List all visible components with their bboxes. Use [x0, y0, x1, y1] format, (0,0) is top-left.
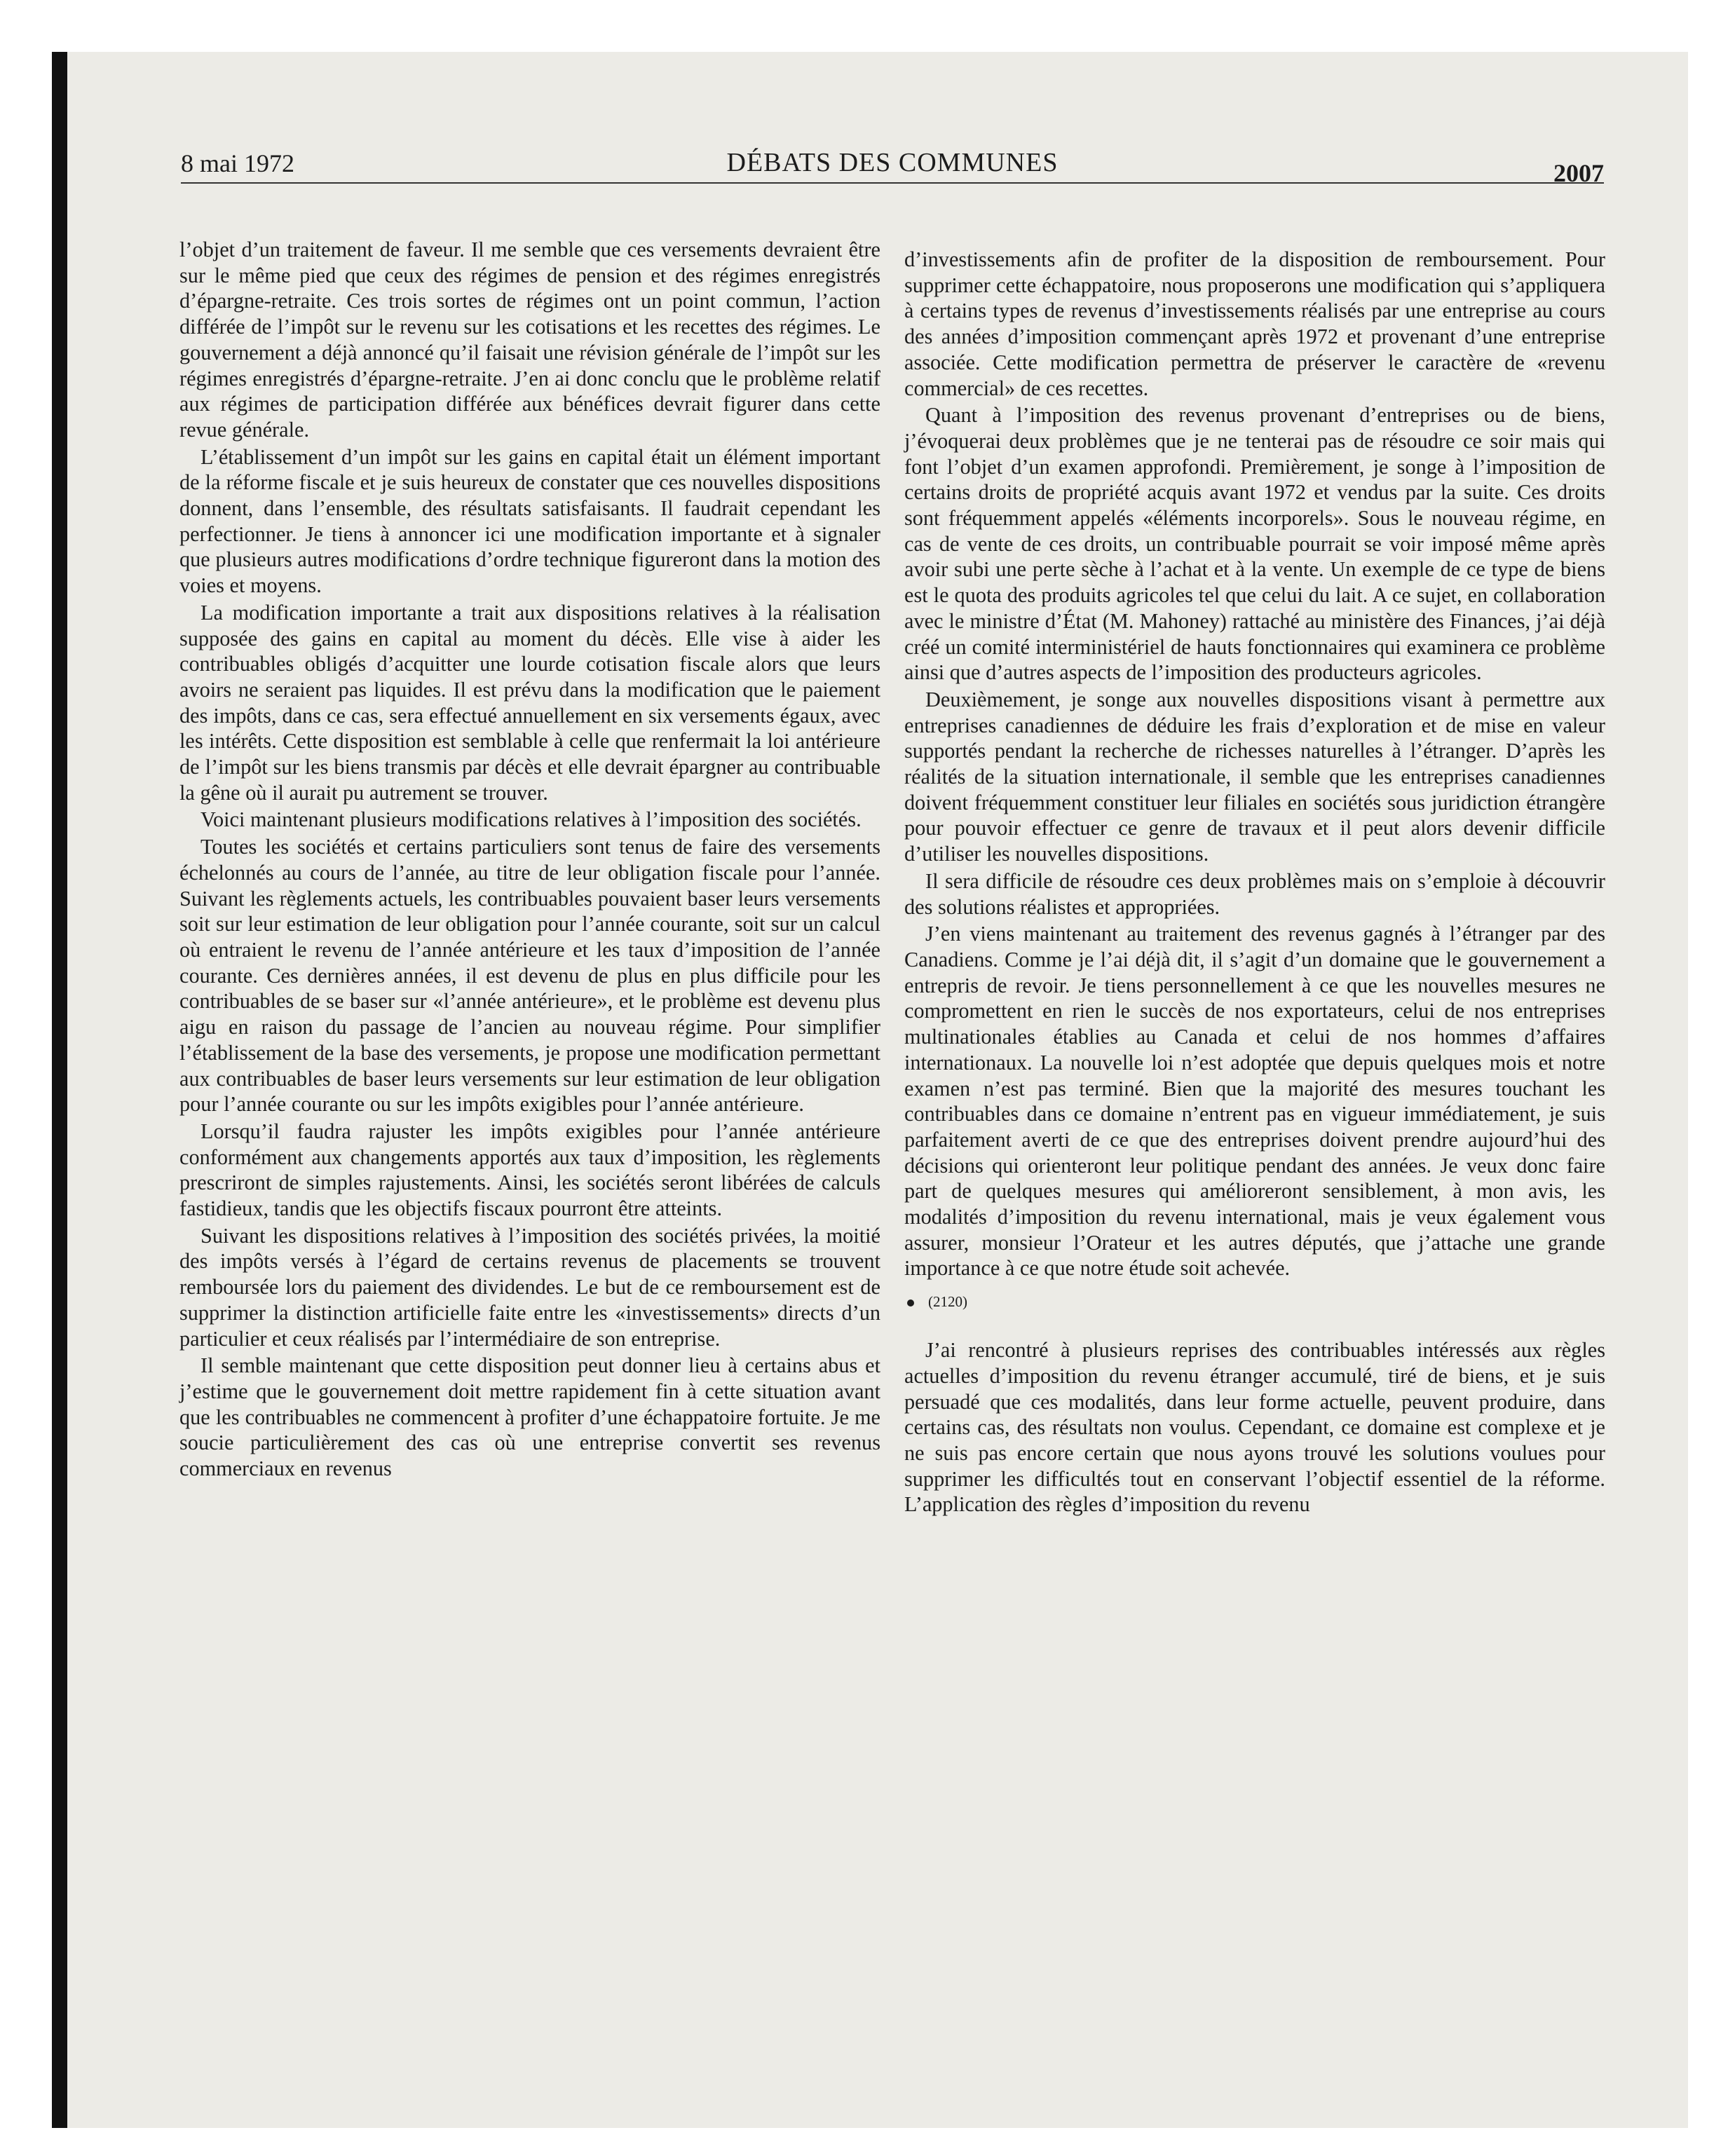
paragraph: Toutes les sociétés et certains particuliers sont tenus de faire des versements échelonnés au cours de l’année, au titre de leur obligation fiscale pour l’année. Suivant les règlements actuels, les contribuables pouvaient baser leurs versements soit sur leur estimation de leur obligation pour l’année courante, soit sur un calcul où entraient le revenu de l’année antérieure et les taux d’imposition de l’année courante. Ces dernières années, il est devenu de plus en plus difficile pour les contribuables de se baser sur «l’année antérieure», et le problème est devenu plus aigu en raison du passage de l’ancien au nouveau régime. Pour simplifier l’établissement de la base des versements, je propose une modification permettant aux contribuables de baser leurs versements sur leur estimation de leur obligation pour l’année courante ou sur les impôts exigibles pour l’année antérieure. — [179, 835, 880, 1117]
time-marker — [907, 1291, 1605, 1312]
paragraph: Lorsqu’il faudra rajuster les impôts exigibles pour l’année antérieure conformément aux changements apportés aux taux d’imposition, les règlements prescriront de simples rajustements. Ainsi, les sociétés seront libérées de calculs fastidieux, tandis que les objectifs fiscaux pourront être atteints. — [179, 1119, 880, 1221]
paragraph: Suivant les dispositions relatives à l’imposition des sociétés privées, la moitié des impôts versés à l’égard de certains revenus de placements se trouvent remboursée lors du paiement des dividendes. Le but de ce remboursement est de supprimer la distinction artificielle faite entre les «investissements» directs d’un particulier et ceux réalisés par l’intermédiaire de son entreprise. — [179, 1223, 880, 1351]
page-number: 2007 — [1553, 159, 1604, 187]
paragraph: La modification importante a trait aux dispositions relatives à la réalisation supposée des gains en capital au moment du décès. Elle vise à aider les contribuables obligés d’acquitter une lourde cotisation fiscale alors que leurs avoirs ne seraient pas liquides. Il est prévu dans la modification que le paiement des impôts, dans ce cas, sera effectué annuellement en six versements égaux, avec les intérêts. Cette disposition est semblable à celle que renfermait la loi antérieure de l’impôt sur les biens transmis par décès et elle devrait épargner au contribuable la gêne où il aurait pu autrement se trouver. — [179, 600, 880, 805]
paragraph: J’en viens maintenant au traitement des revenus gagnés à l’étranger par des Canadiens. Comme je l’ai déjà dit, il s’agit d’un domaine que le gouvernement a entrepris de revoir. Je tiens personnellement à ce que les nouvelles mesures ne compromettent en rien le succès de nos exportateurs, celui de nos entreprises multinationales établies au Canada et celui de nos hommes d’affaires internationaux. La nouvelle loi n’est adoptée que depuis quelques mois et notre examen n’est pas terminé. Bien que la majorité des mesures touchant les contribuables dans ce domaine n’entrent pas en vigueur immédiatement, je suis parfaitement averti de ce que des entreprises doivent prendre aujourd’hui des décisions qui orienteront leur politique pendant des années. Je veux donc faire part de quelques mesures qui amélioreront sensiblement, à mon avis, les modalités d’imposition du revenu international, mais je veux également vous assurer, monsieur l’Orateur et les autres députés, que j’attache une grande importance à ce que notre étude soit achevée. — [904, 922, 1605, 1281]
time-marker-text: (2120) — [928, 1293, 967, 1311]
header-title: DÉBATS DES COMMUNES — [726, 148, 1059, 177]
paragraph: J’ai rencontré à plusieurs reprises des contribuables intéressés aux règles actuelles d’imposition du revenu étranger accumulé, tiré de biens, et je suis persuadé que ces modalités, dans leur forme actuelle, peuvent produire, dans certains cas, des résultats non voulus. Cependant, ce domaine est complexe et je ne suis pas encore certain que nous ayons trouvé les solutions voulues pour supprimer les difficultés tout en conservant l’objectif essentiel de la réforme. L’application des règles d’imposition du revenu — [904, 1338, 1605, 1517]
paragraph: Quant à l’imposition des revenus provenant d’entreprises ou de biens, j’évoquerai deux problèmes que je ne tenterai pas de résoudre ce soir mais qui font l’objet d’un examen approfondi. Premièrement, je songe à l’imposition de certains droits de propriété acquis avant 1972 et vendus par la suite. Ces droits sont fréquemment appelés «éléments incorporels». Sous le nouveau régime, en cas de vente de ces droits, un contribuable pourrait se voir imposé même après avoir subi une perte sèche à l’achat et à la vente. Un exemple de ce type de biens est le quota des produits agricoles tel que celui du lait. A ce sujet, en collaboration avec le ministre d’État (M. Mahoney) rattaché au ministère des Finances, j’ai déjà créé un comité interministériel de hauts fonctionnaires qui examinera ce problème ainsi que d’autres aspects de l’imposition des producteurs agricoles. — [904, 403, 1605, 685]
paragraph: l’objet d’un traitement de faveur. Il me semble que ces versements devraient être sur le même pied que ceux des régimes de pension et des régimes enregistrés d’épargne-retraite. Ces trois sortes de régimes ont un point commun, l’action différée de l’impôt sur le revenu sur les cotisations et les recettes des régimes. Le gouvernement a déjà annoncé qu’il faisait une révision générale de l’impôt sur les régimes enregistrés d’épargne-retraite. J’en ai donc conclu que le problème relatif aux régimes de participation différée aux bénéfices devrait figurer dans cette revue générale. — [179, 238, 880, 442]
right-column — [904, 247, 1605, 1517]
paragraph: L’établissement d’un impôt sur les gains en capital était un élément important de la réforme fiscale et je suis heureux de constater que ces nouvelles dispositions donnent, dans l’ensemble, des résultats satisfaisants. Il faudrait cependant les perfectionner. Je tiens à annoncer ici une modification importante et à signaler que plusieurs autres modifications d’ordre technique figureront dans la motion des voies et moyens. — [179, 444, 880, 598]
paragraph: d’investissements afin de profiter de la disposition de remboursement. Pour supprimer cette échappatoire, nous proposerons une modification qui s’appliquera à certains types de revenus d’investissements réalisés par une entreprise au cours des années d’imposition commençant après 1972 et provenant d’une entreprise associée. Cette modification permettra de préserver le caractère de «revenu commercial» de ces recettes. — [904, 247, 1605, 400]
paragraph: Il semble maintenant que cette disposition peut donner lieu à certains abus et j’estime que le gouvernement doit mettre rapidement fin à cette situation avant que les contribuables ne commencent à profiter d’une échappatoire fortuite. Je me soucie particulièrement des cas où une entreprise convertit ses revenus commerciaux en revenus — [179, 1353, 880, 1481]
bullet-icon — [907, 1299, 914, 1306]
page-header — [181, 144, 1604, 187]
left-column — [179, 237, 880, 1482]
paragraph: Voici maintenant plusieurs modifications relatives à l’imposition des sociétés. — [200, 807, 862, 832]
paragraph: Deuxièmement, je songe aux nouvelles dispositions visant à permettre aux entreprises canadiennes de déduire les frais d’exploration et de mise en valeur supportés pendant la recherche de richesses naturelles à l’étranger. D’après les réalités de la situation internationale, il semble que les entreprises canadiennes doivent fréquemment constituer leur filiales en sociétés sous juridiction étrangère pour pouvoir effectuer ce genre de travaux et il peut alors devenir difficile d’utiliser les nouvelles dispositions. — [904, 687, 1605, 866]
header-date: 8 mai 1972 — [181, 149, 294, 177]
paragraph: Il sera difficile de résoudre ces deux problèmes mais on s’emploie à découvrir des solutions réalistes et appropriées. — [904, 868, 1605, 919]
